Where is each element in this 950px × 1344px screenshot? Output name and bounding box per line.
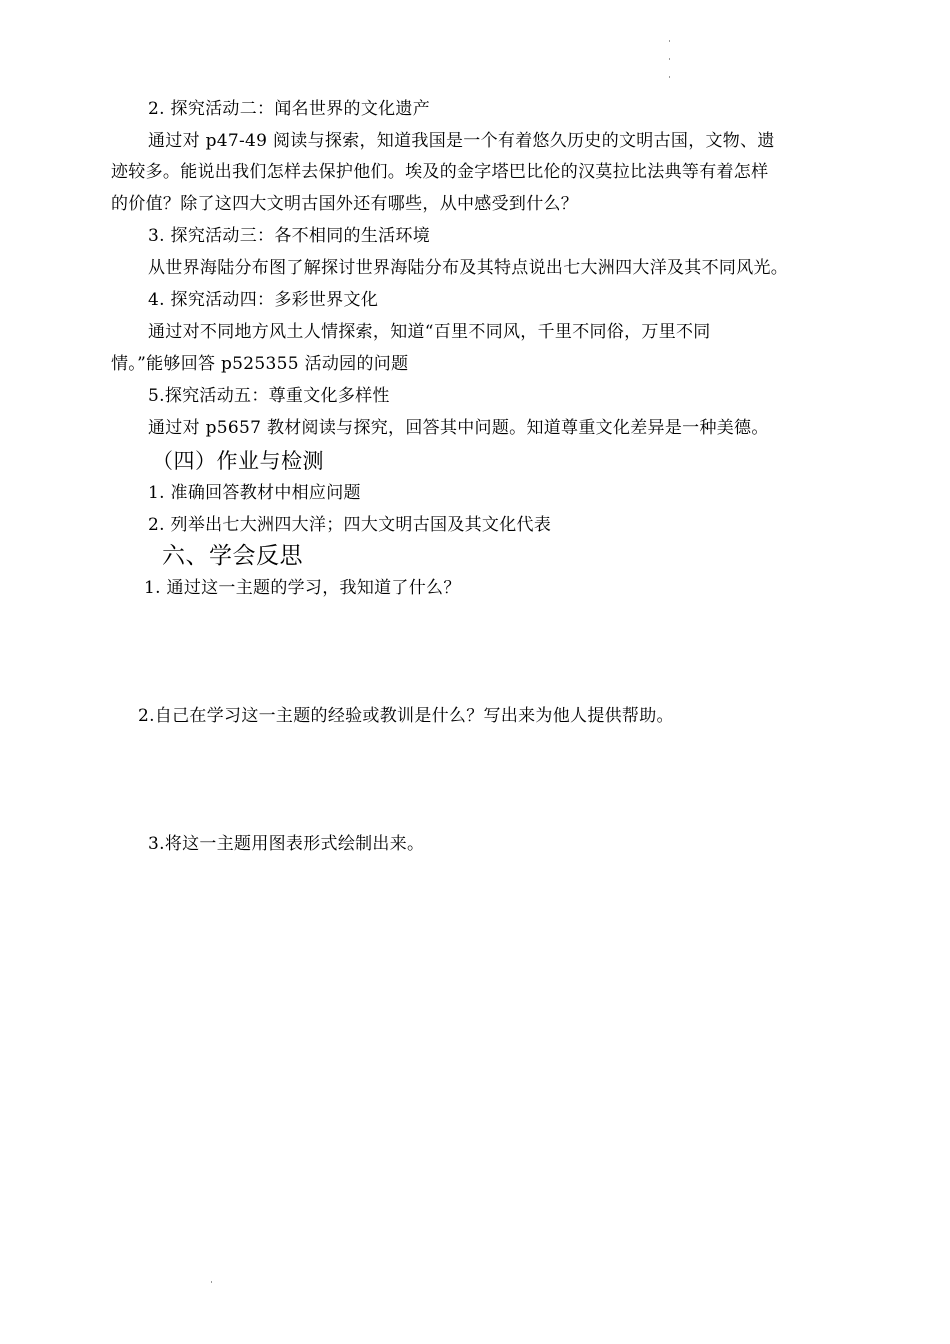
activity2-body-line3: 的价值？除了这四大文明古国外还有哪些，从中感受到什么？ xyxy=(111,194,579,214)
activity2-title: 2. 探究活动二：闻名世界的文化遗产 xyxy=(148,99,431,119)
scan-mark xyxy=(669,40,670,42)
activity4-title: 4. 探究活动四：多彩世界文化 xyxy=(148,290,379,310)
activity4-body-line2: 情。”能够回答 p525355 活动园的问题 xyxy=(111,354,409,374)
reflection-item-3: 3.将这一主题用图表形式绘制出来。 xyxy=(148,834,425,854)
scan-mark xyxy=(211,1281,212,1283)
homework-heading: （四）作业与检测 xyxy=(152,449,324,473)
activity3-body-line1: 从世界海陆分布图了解探讨世界海陆分布及其特点说出七大洲四大洋及其不同风光。 xyxy=(148,258,789,278)
scan-mark xyxy=(669,58,670,60)
reflection-item-2: 2.自己在学习这一主题的经验或教训是什么？写出来为他人提供帮助。 xyxy=(138,706,674,726)
activity2-body-line2: 迹较多。能说出我们怎样去保护他们。埃及的金字塔巴比伦的汉莫拉比法典等有着怎样 xyxy=(111,162,769,182)
reflection-item-1: 1. 通过这一主题的学习，我知道了什么？ xyxy=(144,578,461,598)
activity3-title: 3. 探究活动三：各不相同的生活环境 xyxy=(148,226,431,246)
homework-item-1: 1. 准确回答教材中相应问题 xyxy=(148,483,361,503)
scan-mark xyxy=(669,76,670,78)
reflection-heading: 六、学会反思 xyxy=(162,543,303,569)
activity5-title: 5.探究活动五：尊重文化多样性 xyxy=(148,386,390,406)
homework-item-2: 2. 列举出七大洲四大洋；四大文明古国及其文化代表 xyxy=(148,515,552,535)
activity2-body-line1: 通过对 p47-49 阅读与探索，知道我国是一个有着悠久历史的文明古国，文物、遗 xyxy=(148,131,775,151)
activity4-body-line1: 通过对不同地方风土人情探索，知道“百里不同风，千里不同俗，万里不同 xyxy=(148,322,711,342)
activity5-body-line1: 通过对 p5657 教材阅读与探究，回答其中问题。知道尊重文化差异是一种美德。 xyxy=(148,418,769,438)
